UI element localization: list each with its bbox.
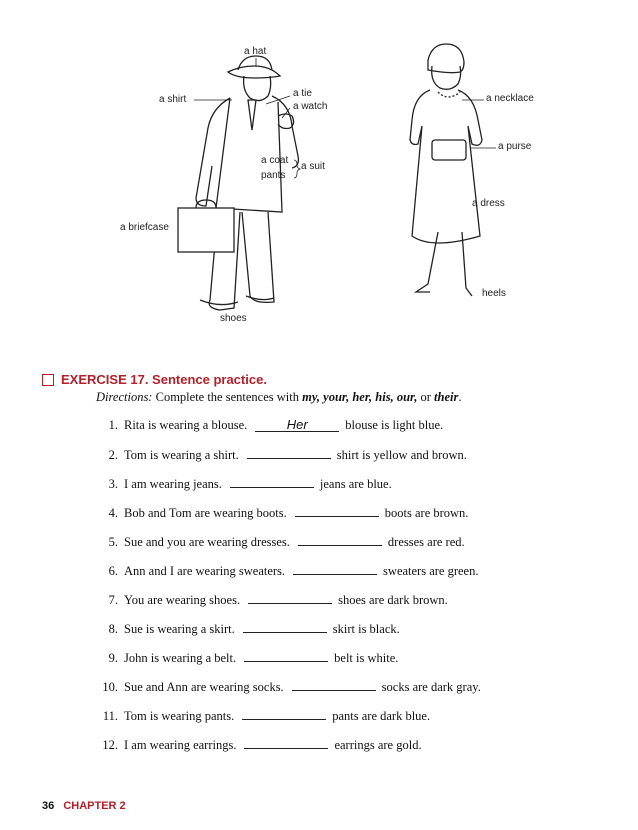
item-completion: blouse is light blue. <box>345 418 444 432</box>
item-completion: belt is white. <box>334 651 399 665</box>
answer-blank[interactable] <box>293 563 377 575</box>
word-or: or <box>420 390 431 404</box>
item-number: 4. <box>108 506 118 520</box>
man-figure <box>196 56 298 310</box>
item-prompt: Sue and Ann are wearing socks. <box>124 680 284 694</box>
exercise-item <box>96 621 400 637</box>
directions: Directions: Complete the sentences with my, your, her, his, our, or their. <box>96 390 462 404</box>
word-his: his, <box>375 390 394 404</box>
answer-blank[interactable] <box>248 592 332 604</box>
item-prompt: I am wearing earrings. <box>124 738 237 752</box>
label-hat: a hat <box>244 46 267 57</box>
item-prompt: I am wearing jeans. <box>124 477 222 491</box>
answer-blank[interactable] <box>242 708 326 720</box>
label-dress: a dress <box>472 198 505 209</box>
item-completion: pants are dark blue. <box>332 709 431 723</box>
exercise-item <box>96 737 422 753</box>
label-watch: a watch <box>293 101 328 112</box>
item-prompt: You are wearing shoes. <box>124 593 241 607</box>
answer-blank[interactable] <box>298 534 382 546</box>
item-number: 10. <box>102 680 118 694</box>
page-number: 36 <box>42 800 55 812</box>
label-shirt: a shirt <box>159 94 187 105</box>
answer-blank[interactable] <box>295 505 379 517</box>
word-our: our, <box>396 390 418 404</box>
word-her: her, <box>352 390 373 404</box>
item-completion: skirt is black. <box>332 622 400 636</box>
item-completion: shoes are dark brown. <box>338 593 448 607</box>
chapter-label: CHAPTER 2 <box>63 800 126 812</box>
word-their: their <box>434 390 459 404</box>
label-heels: heels <box>482 288 506 299</box>
item-number: 2. <box>108 448 118 462</box>
answer-blank[interactable] <box>292 679 376 691</box>
item-prompt: Ann and I are wearing sweaters. <box>124 564 286 578</box>
exercise-item <box>96 505 468 521</box>
item-prompt: Rita is wearing a blouse. <box>124 418 248 432</box>
exercise-item <box>96 447 467 463</box>
label-purse: a purse <box>498 141 532 152</box>
item-completion: earrings are gold. <box>334 738 422 752</box>
answer-blank[interactable] <box>230 476 314 488</box>
label-suit: a suit <box>301 161 325 172</box>
directions-text: Complete the sentences with <box>155 390 299 404</box>
label-pants: pants <box>261 170 286 181</box>
item-prompt: Sue is wearing a skirt. <box>124 622 235 636</box>
item-number: 11. <box>102 709 118 723</box>
exercise-item <box>96 708 430 724</box>
item-number: 8. <box>108 622 118 636</box>
item-number: 12. <box>102 738 118 752</box>
label-necklace: a necklace <box>486 93 534 104</box>
answer-blank[interactable] <box>244 650 328 662</box>
page-footer <box>42 800 126 812</box>
answer-blank[interactable]: Her <box>255 420 339 432</box>
item-prompt: John is wearing a belt. <box>124 651 237 665</box>
label-tie: a tie <box>293 88 312 99</box>
item-number: 7. <box>108 593 118 607</box>
item-completion: boots are brown. <box>384 506 469 520</box>
exercise-item <box>96 418 443 433</box>
item-number: 5. <box>108 535 118 549</box>
exercise-header <box>42 372 267 387</box>
item-completion: socks are dark gray. <box>381 680 481 694</box>
item-completion: shirt is yellow and brown. <box>336 448 467 462</box>
exercise-item <box>96 679 481 695</box>
word-your: your, <box>323 390 350 404</box>
exercise-item <box>96 563 478 579</box>
exercise-item <box>96 534 465 550</box>
word-my: my, <box>302 390 321 404</box>
answer-blank[interactable] <box>243 621 327 633</box>
answer-blank[interactable] <box>244 737 328 749</box>
answer-blank[interactable] <box>247 447 331 459</box>
checkbox-icon[interactable] <box>42 374 54 386</box>
woman-figure <box>410 44 482 296</box>
exercise-item <box>96 476 392 492</box>
exercise-title: EXERCISE 17. Sentence practice. <box>61 372 267 387</box>
item-number: 9. <box>108 651 118 665</box>
item-prompt: Tom is wearing a shirt. <box>124 448 239 462</box>
item-prompt: Sue and you are wearing dresses. <box>124 535 290 549</box>
item-number: 1. <box>108 418 118 432</box>
item-number: 6. <box>108 564 118 578</box>
item-completion: dresses are red. <box>387 535 465 549</box>
item-completion: sweaters are green. <box>383 564 479 578</box>
item-prompt: Tom is wearing pants. <box>124 709 235 723</box>
exercise-item <box>96 650 398 666</box>
item-completion: jeans are blue. <box>319 477 392 491</box>
directions-label: Directions: <box>96 390 153 404</box>
label-coat: a coat <box>261 155 289 166</box>
exercise-item <box>96 592 448 608</box>
item-prompt: Bob and Tom are wearing boots. <box>124 506 287 520</box>
label-shoes: shoes <box>220 313 247 324</box>
label-briefcase: a briefcase <box>120 222 169 233</box>
item-number: 3. <box>108 477 118 491</box>
briefcase-drawing <box>178 208 234 252</box>
